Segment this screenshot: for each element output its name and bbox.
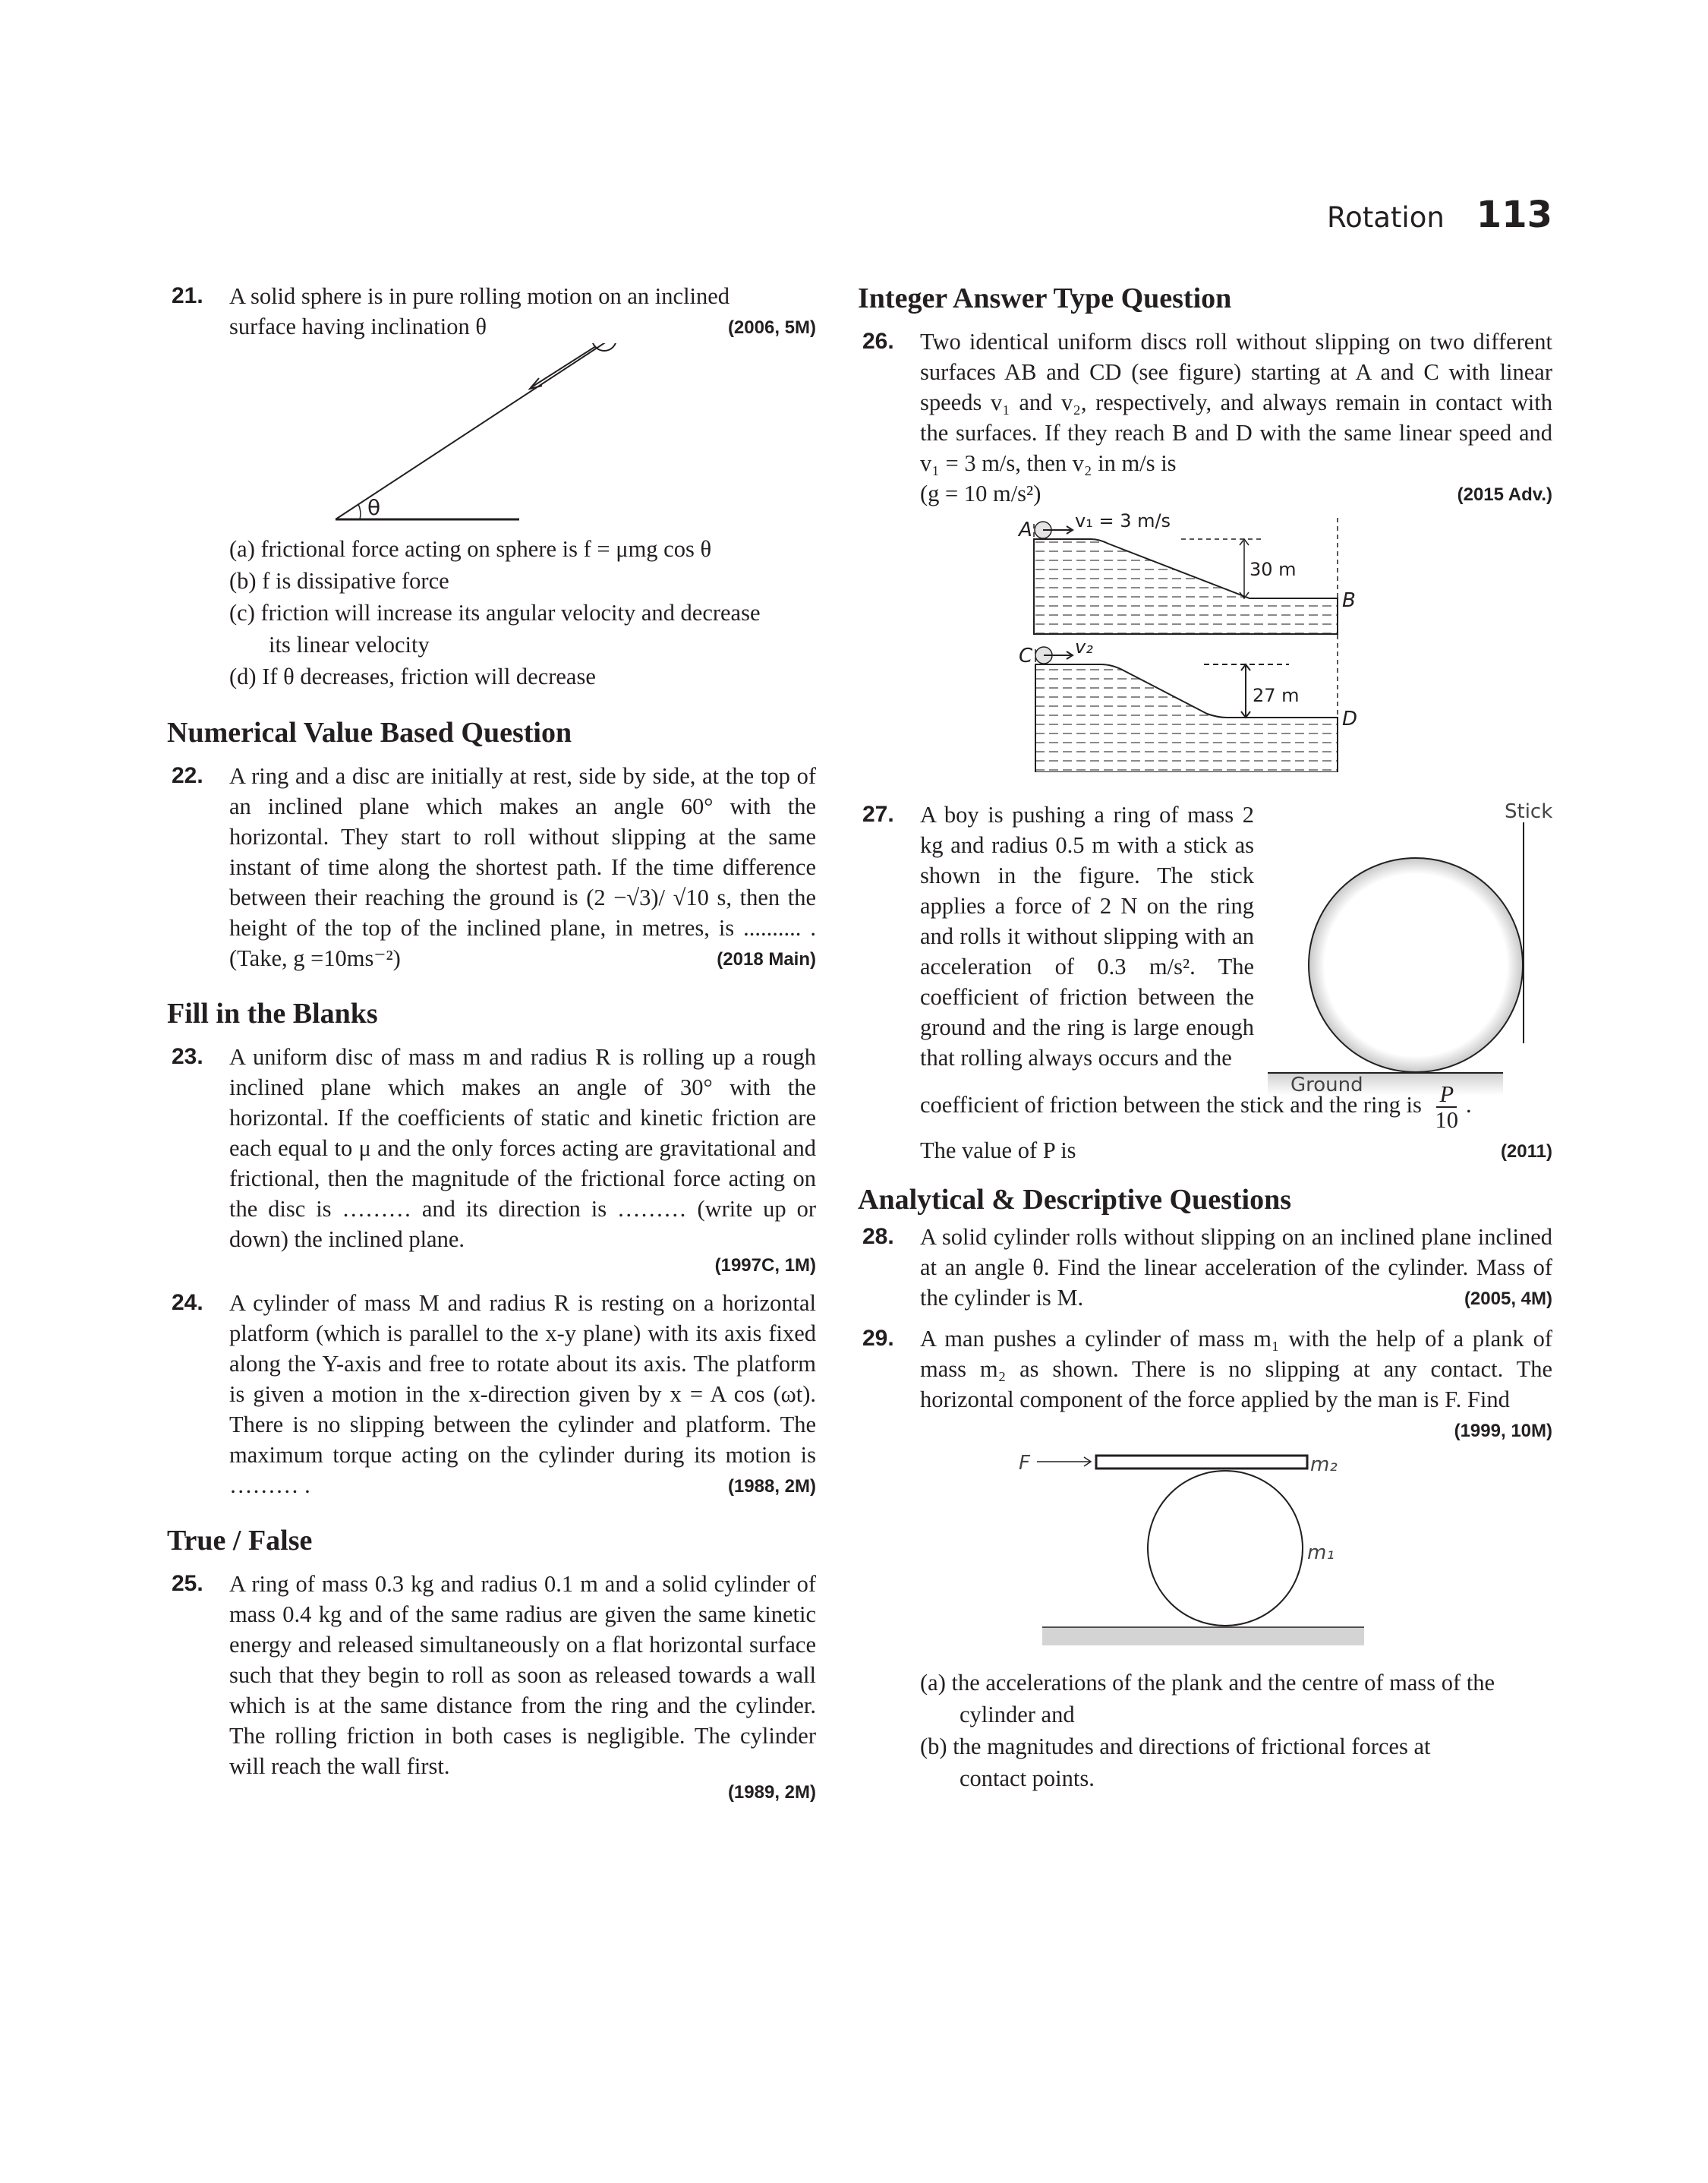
section-heading: Fill in the Blanks: [167, 998, 378, 1030]
exam-tag: (2015 Adv.): [1457, 484, 1552, 505]
page-header: [1327, 194, 1552, 236]
option-b-cont: contact points.: [960, 1765, 1095, 1791]
incline-line: [336, 343, 611, 519]
question-23: [167, 1042, 816, 1254]
question-27-cont: coefficient of friction between the stick and the ring is $\frac{P}{10}$ .: [920, 1081, 1472, 1133]
exam-tag: (2005, 4M): [1464, 1289, 1552, 1309]
floor: [1042, 1627, 1364, 1645]
chapter-title: Rotation: [1327, 201, 1445, 234]
question-number: 26.: [862, 329, 894, 354]
option-a-cont: cylinder and: [960, 1702, 1075, 1727]
angle-arc: [358, 504, 361, 519]
page-number: 113: [1476, 194, 1552, 236]
question-number: 23.: [172, 1044, 203, 1069]
stick-label: Stick: [1505, 800, 1553, 823]
cylinder-mass-label: m₁: [1307, 1541, 1335, 1564]
question-text: A ring of mass 0.3 kg and radius 0.1 m and a solid cylinder of mass 0.4 kg and of the same radius are given the same kinetic energy and released simultaneously on a flat horizontal surface such that they begin to roll as soon as released towards a wall which is at the same distance from the ring and the cylinder. The rolling friction in both cases is negligible. The cylinder will reach the wall first.: [229, 1571, 816, 1779]
surface-cd: [1035, 664, 1338, 772]
question-number: 25.: [172, 1571, 203, 1596]
option-b: (b) the magnitudes and directions of frictional forces at: [920, 1733, 1431, 1759]
ring: [1309, 858, 1523, 1072]
angle-label: θ: [367, 495, 381, 520]
question-24: [167, 1288, 816, 1500]
question-number: 29.: [862, 1326, 894, 1351]
question-number: 28.: [862, 1224, 894, 1249]
exam-tag: (2018 Main): [717, 949, 816, 970]
exam-tag: (1989, 2M): [727, 1782, 816, 1803]
question-22: [167, 761, 816, 973]
options-list: [167, 533, 816, 692]
exam-tag: (1997C, 1M): [714, 1255, 816, 1276]
question-number: 24.: [172, 1290, 203, 1315]
height-label-30: 30 m: [1249, 559, 1297, 580]
plank-cylinder-figure: [858, 1446, 1552, 1667]
label-a: A: [1019, 519, 1032, 541]
question-25: [167, 1569, 816, 1781]
section-heading: Numerical Value Based Question: [167, 717, 572, 749]
option-c: (c) friction will increase its angular velocity and decrease: [229, 600, 761, 626]
question-text: (g = 10 m/s²): [920, 481, 1042, 506]
force-label: F: [1019, 1452, 1030, 1475]
option-c-cont: its linear velocity: [269, 632, 430, 658]
question-26: [858, 327, 1552, 509]
question-number: 27.: [862, 802, 894, 827]
two-surfaces-figure: [858, 510, 1552, 772]
exam-tag: (1988, 2M): [727, 1476, 816, 1497]
question-text: A ring and a disc are initially at rest, side by side, at the top of an inclined plane which makes an angle 60° with the horizontal. They start to roll without slipping at the same instant of time along the shortest path. If the time difference between their reaching the ground is (2 −√3)/ √10 s, then the height of the top of the inclined plane, in metres, is .......... . (Take, g =10ms⁻²): [229, 763, 816, 971]
question-21: [167, 281, 816, 342]
cylinder: [1148, 1471, 1303, 1626]
question-text: A solid sphere is in pure rolling motion on an inclined: [229, 283, 730, 309]
label-d: D: [1342, 708, 1358, 730]
question-27-text: [858, 800, 1254, 1073]
question-text: surface having inclination θ: [229, 314, 487, 339]
exam-tag: (2006, 5M): [727, 317, 816, 338]
question-27: [858, 800, 1552, 1166]
question-29: [858, 1323, 1552, 1441]
v2-label: v₂: [1075, 636, 1093, 658]
section-heading: Analytical & Descriptive Questions: [858, 1184, 1292, 1216]
option-b: (b) f is dissipative force: [229, 568, 449, 594]
exam-tag: (1999, 10M): [1454, 1421, 1552, 1441]
question-text: A man pushes a cylinder of mass m₁ with the help of a plank of mass m₂ as shown. There is no slipping at any contact. The horizontal component of the force applied by the man is F. Find: [920, 1326, 1552, 1412]
inclined-plane-figure: [167, 343, 816, 533]
section-heading: Integer Answer Type Question: [858, 282, 1232, 314]
exam-tag: (2011): [1500, 1141, 1552, 1162]
fraction: [1435, 1082, 1459, 1132]
question-text: coefficient of friction between the stick and the ring is: [920, 1092, 1422, 1118]
fraction-denominator: 10: [1435, 1107, 1459, 1133]
question-number: 22.: [172, 763, 203, 788]
arrowhead: [530, 378, 542, 389]
ground-label: Ground: [1290, 1074, 1363, 1096]
left-column: [167, 281, 816, 1804]
height-label-27: 27 m: [1253, 685, 1300, 706]
section-heading: True / False: [167, 1525, 313, 1557]
question-text: A cylinder of mass M and radius R is resting on a horizontal platform (which is parallel to the x-y plane) with its axis fixed along the Y-axis and free to rotate about its axis. The platform is given a motion in the x-direction given by x = A cos (ωt). There is no slipping between the cylinder and platform. The maximum torque acting on the cylinder during its motion is ……… .: [229, 1290, 816, 1498]
question-text: The value of P is: [920, 1137, 1076, 1163]
option-a: (a) frictional force acting on sphere is f = μmg cos θ: [229, 536, 712, 562]
plank-mass-label: m₂: [1310, 1453, 1338, 1476]
option-a: (a) the accelerations of the plank and the centre of mass of the: [920, 1670, 1495, 1696]
question-text: A uniform disc of mass m and radius R is rolling up a rough inclined plane which makes an angle of 30° with the horizontal. If the coefficients of static and kinetic friction are each equal to μ and the only forces acting are gravitational and frictional, then the magnitude of the frictional force acting on the disc is ……… and its direction is ……… (write up or down) the inclined plane.: [229, 1044, 816, 1252]
label-b: B: [1342, 589, 1356, 612]
question-text: A boy is pushing a ring of mass 2 kg and radius 0.5 m with a stick as shown in the figure. The stick applies a force of 2 N on the ring and rolls it without slipping with an acceleration of 0.3 m/s². The coefficient of friction between the ground and the ring is large enough that rolling always occurs and the: [920, 802, 1254, 1071]
option-d: (d) If θ decreases, friction will decrease: [229, 664, 596, 689]
question-number: 21.: [172, 283, 203, 308]
options-list: [858, 1667, 1552, 1794]
right-column: [858, 281, 1552, 1794]
fraction-numerator: P: [1436, 1082, 1457, 1108]
v1-label: v₁ = 3 m/s: [1075, 510, 1171, 532]
motion-arrow: [531, 346, 596, 387]
ring-stick-figure: [1260, 784, 1564, 1103]
question-28: [858, 1222, 1552, 1313]
question-text: A solid cylinder rolls without slipping on an inclined plane inclined at an angle θ. Find the linear acceleration of the cylinder. Mass of the cylinder is M.: [920, 1224, 1552, 1311]
question-text: Two identical uniform discs roll without slipping on two different surfaces AB and CD (see figure) starting at A and C with linear speeds v₁ and v₂, respectively, and always remain in contact with the surfaces. If they reach B and D with the same linear speed and v₁ = 3 m/s, then v₂ in m/s is: [920, 329, 1552, 476]
surface-ab: [1034, 539, 1338, 634]
plank: [1096, 1456, 1307, 1468]
label-c: C: [1019, 645, 1033, 667]
question-27-last: [858, 1135, 1552, 1166]
